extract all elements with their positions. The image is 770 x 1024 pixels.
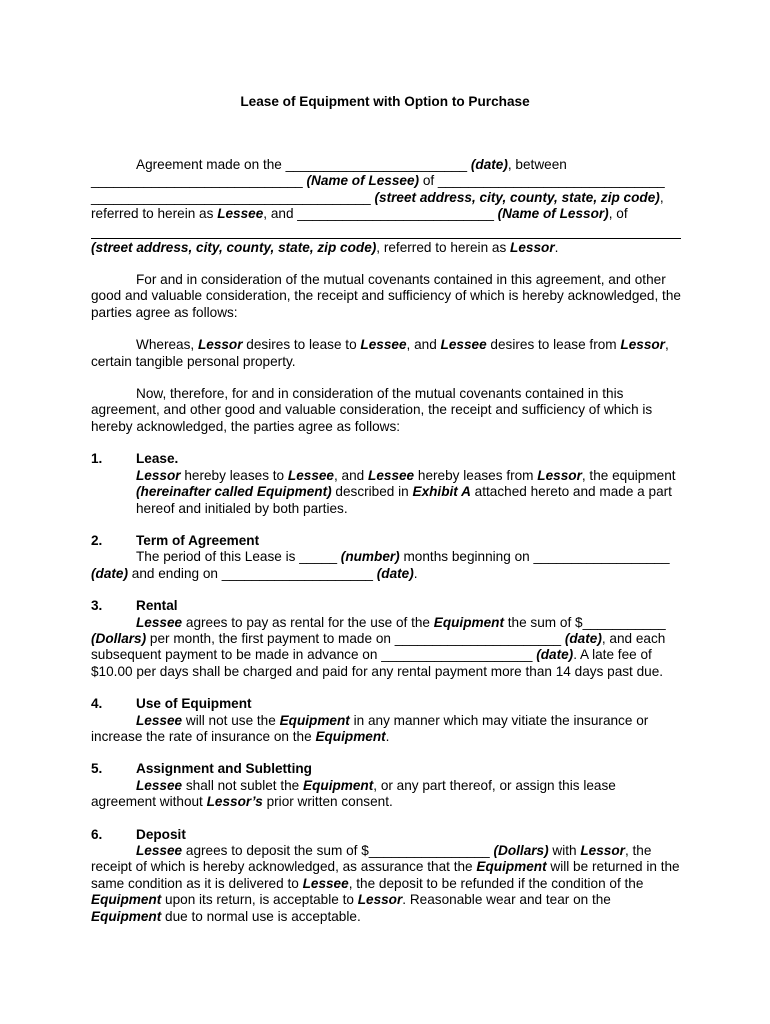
text-run: , the equipment [581, 467, 676, 483]
text-run: ____________________________ [91, 173, 307, 189]
text-run: , and [406, 337, 441, 353]
section-body [91, 843, 681, 925]
text-run: , between [507, 157, 567, 172]
consideration-paragraph-1: For and in consideration of the mutual covenants contained in this agreement, and other good and valuable consideration, the receipt and sufficiency of which is hereby acknowledged, the parties agree as follows: [91, 272, 681, 320]
text-run: shall not sublet the [182, 777, 304, 793]
lessee-term: Lessee [217, 206, 264, 222]
section-body [91, 713, 681, 746]
equipment-term: Equipment [91, 908, 162, 924]
lessor-possessive-term: Lessor’s [206, 794, 263, 810]
lessor-address-placeholder: (street address, city, county, state, zip code) [91, 239, 377, 255]
consideration-paragraph-2: Now, therefore, for and in consideration of the mutual covenants contained in this agreement, and other good and valuable consideration, the receipt and sufficiency of which is hereby acknowledged, the parties agree as follows: [91, 386, 653, 434]
text-run: in any manner which may vitiate the insurance or increase the rate of insurance on the [91, 712, 649, 744]
text-run: , certain tangible personal property. [91, 337, 669, 369]
text-run: months beginning on __________________ [399, 549, 670, 565]
text-run: hereby leases from [414, 467, 538, 483]
text-run: and ending on ____________________ [128, 565, 377, 581]
text-run: _____________________________________ [91, 189, 375, 205]
text-run: upon its return, is acceptable to [161, 892, 358, 908]
text-run: prior written consent. [262, 794, 393, 810]
date-placeholder: (date) [564, 630, 602, 646]
date-placeholder: (date) [376, 565, 414, 581]
text-run: described in [331, 484, 413, 500]
lessee-term: Lessee [136, 712, 183, 728]
section-number: 3. [91, 598, 103, 614]
text-run: , the receipt of which is hereby acknowledged, as assurance that the [91, 843, 652, 875]
lessee-term: Lessee [368, 467, 415, 483]
section-assignment [91, 761, 681, 810]
text-run: The period of this Lease is _____ [136, 549, 341, 565]
lessee-term: Lessee [136, 614, 183, 630]
intro-paragraph [91, 157, 681, 256]
lessor-term: Lessor [136, 467, 181, 483]
text-run: , and [334, 467, 369, 483]
lessor-term: Lessor [537, 467, 582, 483]
text-run: agrees to pay as rental for the use of the [182, 614, 434, 630]
equipment-term: Equipment [476, 859, 547, 875]
text-run: . Reasonable wear and tear on the [402, 892, 611, 908]
lessor-term: Lessor [357, 892, 403, 908]
section-title: Term of Agreement [136, 532, 260, 548]
lessee-term: Lessee [440, 337, 487, 353]
text-run: due to normal use is acceptable. [161, 908, 361, 924]
section-body [91, 615, 681, 681]
address-blank-line [91, 223, 681, 239]
equipment-definition: (hereinafter called Equipment) [136, 484, 332, 500]
section-body [91, 778, 681, 811]
dollars-placeholder: (Dollars) [493, 843, 549, 858]
equipment-term: Equipment [433, 614, 504, 630]
text-run: , [659, 189, 664, 205]
text-run: will not use the [182, 712, 280, 728]
section-use-of-equipment [91, 696, 681, 745]
equipment-term: Equipment [91, 892, 162, 908]
section-number: 4. [91, 696, 103, 712]
section-heading [91, 696, 681, 712]
text-run: , and __________________________ [263, 206, 498, 222]
document-title: Lease of Equipment with Option to Purchase [240, 94, 530, 109]
intro-line-1 [91, 157, 681, 173]
section-body [91, 468, 681, 517]
section-rental [91, 598, 681, 680]
exhibit-reference: Exhibit A [412, 484, 471, 500]
text-run: , or any part thereof, or assign this lease agreement without [91, 777, 616, 810]
date-placeholder: (date) [470, 157, 508, 172]
section-number: 1. [91, 451, 103, 467]
text-run: Agreement made on the ________________________ [136, 157, 471, 172]
text-run: attached hereto and made a part hereof and initialed by both parties. [136, 484, 672, 516]
date-placeholder: (date) [536, 647, 574, 663]
number-placeholder: (number) [340, 549, 400, 565]
lessor-name-placeholder: (Name of Lessor) [497, 206, 609, 222]
section-heading [91, 761, 681, 777]
text-run: . A late fee of $10.00 per days shall be charged and paid for any rental payment more than 14 days past due. [91, 647, 664, 679]
section-deposit [91, 827, 681, 925]
lessor-term: Lessor [620, 337, 665, 353]
text-run: , the deposit to be refunded if the condition of the [348, 875, 644, 891]
lessee-term: Lessee [287, 467, 334, 483]
intro-line-3 [91, 190, 681, 206]
text-run: of ______________________________ [419, 173, 665, 189]
equipment-term: Equipment [279, 712, 350, 728]
section-body [91, 549, 681, 582]
section-number: 2. [91, 532, 103, 548]
text-run: with [548, 843, 581, 858]
text-run: will be returned in the same condition as it is delivered to [91, 859, 680, 891]
section-term [91, 533, 681, 582]
section-heading [91, 598, 681, 614]
date-placeholder: (date) [91, 565, 129, 581]
text-run: hereby leases to [180, 467, 288, 483]
intro-line-6 [91, 240, 681, 256]
equipment-term: Equipment [303, 777, 374, 793]
document-body [91, 157, 681, 941]
lessor-term: Lessor [197, 337, 243, 353]
text-run: per month, the first payment to made on ______________________ [146, 630, 565, 646]
section-title: Assignment and Subletting [136, 761, 312, 777]
lessee-address-placeholder: (street address, city, county, state, zip code) [374, 189, 660, 205]
equipment-term: Equipment [315, 728, 386, 744]
section-lease [91, 451, 681, 517]
section-title: Deposit [136, 826, 186, 842]
text-run: , of [608, 206, 628, 222]
text-run: , and each subsequent payment to be made in advance on ____________________ [91, 630, 666, 663]
text-run: . [413, 565, 418, 581]
text-run: . [554, 239, 559, 255]
text-run: . [385, 728, 390, 744]
lessee-term: Lessee [302, 875, 349, 891]
text-run: the sum of $___________ [503, 614, 666, 630]
text-run: desires to lease from [486, 337, 621, 353]
whereas-paragraph [91, 337, 681, 370]
text-run: referred to herein as [91, 206, 218, 222]
section-heading [91, 533, 681, 549]
section-number: 5. [91, 761, 103, 777]
text-run: , referred to herein as [376, 239, 511, 255]
section-heading [91, 827, 681, 843]
section-heading [91, 451, 681, 467]
intro-line-4 [91, 206, 681, 222]
text-run: desires to lease to [242, 337, 361, 353]
lessee-term: Lessee [136, 843, 183, 858]
dollars-placeholder: (Dollars) [91, 630, 147, 646]
lessee-term: Lessee [136, 777, 183, 793]
text-run: Whereas, [136, 337, 198, 353]
section-title: Rental [136, 598, 178, 614]
lessee-name-placeholder: (Name of Lessee) [306, 173, 420, 189]
section-title: Use of Equipment [136, 696, 252, 712]
lessor-term: Lessor [580, 843, 625, 858]
section-title: Lease. [136, 451, 179, 467]
section-number: 6. [91, 826, 103, 842]
text-run: agrees to deposit the sum of $________________ [182, 843, 494, 858]
lessee-term: Lessee [360, 337, 407, 353]
intro-line-2 [91, 173, 681, 189]
lessor-term: Lessor [510, 239, 555, 255]
